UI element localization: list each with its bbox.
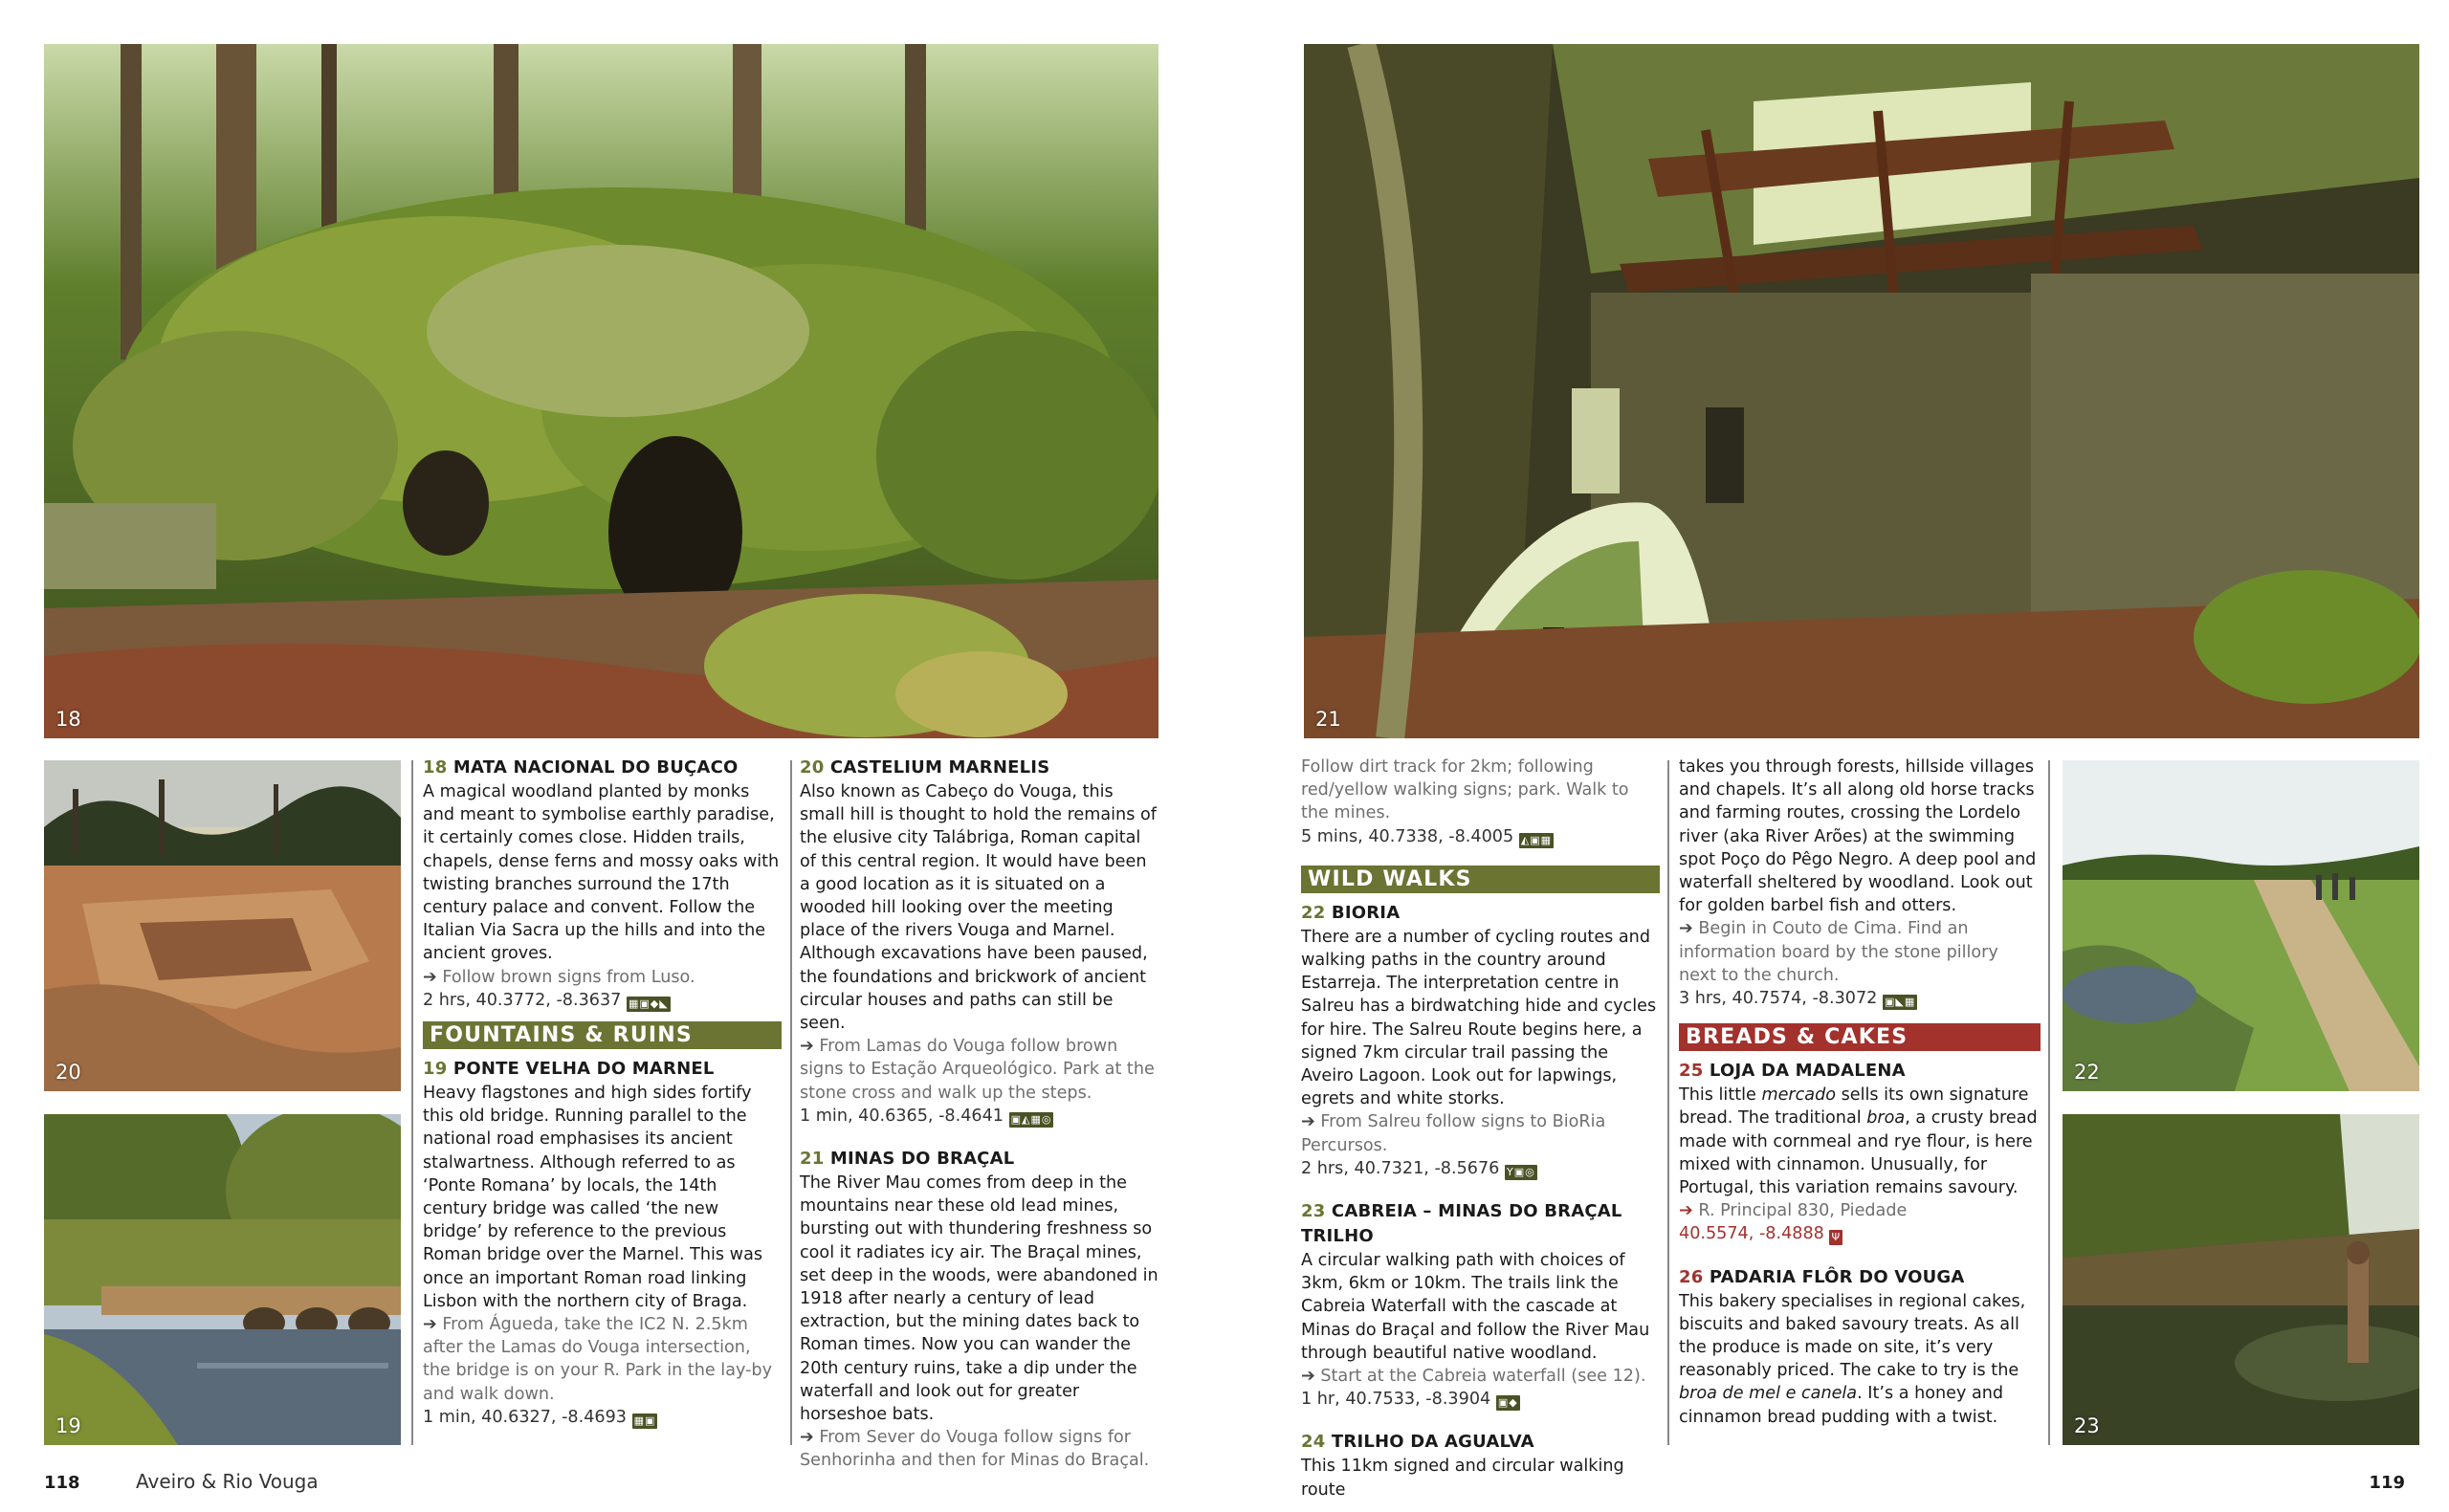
entry-body: This 11km signed and circular walking route: [1301, 1457, 1624, 1500]
text-column-3: [1301, 756, 1660, 1501]
amenity-icons: ▣◆: [1497, 1396, 1518, 1410]
entry-directions: Follow dirt track for 2km; following red/yellow walking signs; park. Walk to the mines.: [1301, 757, 1629, 823]
entry-directions: ➔ From Lamas do Vouga follow brown signs to Estação Arqueológico. Park at the stone cross and walk up the steps.: [800, 1037, 1155, 1103]
entry-gps: 5 mins, 40.7338, -8.4005 ◭▣▦: [1301, 826, 1553, 846]
photo-number: 21: [1315, 708, 1341, 731]
entry-gps: 1 hr, 40.7533, -8.3904 ▣◆: [1301, 1390, 1518, 1410]
photo-old-bridge: [44, 1114, 401, 1445]
photo-mine-ruins: [1304, 44, 2419, 738]
entry-title: 18 MATA NACIONAL DO BUÇACO: [423, 757, 739, 778]
amenity-icons: ▣◭▦◎: [1010, 1112, 1052, 1126]
section-banner: WILD WALKS: [1301, 866, 1660, 893]
photo-mossy-grotto: [44, 44, 1158, 738]
entry-gps: 2 hrs, 40.3772, -8.3637 ▦▣◆◣: [423, 990, 669, 1010]
entry-body: A circular walking path with choices of 3km, 6km or 10km. The trails link the Cabreia Waterfall with the cascade at Minas do Braçal and follow the River Mau through beautiful native woodland.: [1301, 1251, 1650, 1363]
amenity-icons: ▦▣◆◣: [628, 997, 669, 1010]
entry-directions: ➔ R. Principal 830, Piedade: [1679, 1201, 1908, 1221]
entry-directions: ➔ Follow brown signs from Luso.: [423, 967, 695, 987]
entry-directions: ➔ From Sever do Vouga follow signs for Senhorinha and then for Minas do Braçal.: [800, 1428, 1150, 1471]
entry-body: A magical woodland planted by monks and meant to symbolise earthly paradise, it certainly comes close. Hidden trails, chapels, dense ferns and mossy oaks with twisting branches surround the 17th century palace and convent. Follow the Italian Via Sacra up the hills and into the ancient groves.: [423, 782, 780, 964]
text-column-2: [800, 756, 1158, 1473]
photo-swimming-pool: [2063, 1114, 2419, 1445]
entry-title: 24 TRILHO DA AGUALVA: [1301, 1432, 1534, 1453]
photo-number: 18: [55, 708, 81, 731]
page-number-right: 119: [2369, 1473, 2405, 1493]
column-divider: [411, 760, 413, 1445]
column-divider: [2048, 760, 2050, 1445]
entry-directions: ➔ Begin in Couto de Cima. Find an information board by the stone pillory next to the church.: [1679, 919, 1998, 985]
section-banner: FOUNTAINS & RUINS: [423, 1021, 782, 1049]
entry-directions: ➔ Start at the Cabreia waterfall (see 12).: [1301, 1367, 1646, 1387]
entry-gps: 2 hrs, 40.7321, -8.5676 Y▣◎: [1301, 1158, 1535, 1178]
photo-number: 20: [55, 1061, 81, 1084]
amenity-icons: Y▣◎: [1506, 1165, 1535, 1178]
column-divider: [790, 760, 792, 1445]
entry-directions: ➔ From Águeda, take the IC2 N. 2.5km after the Lamas do Vouga intersection, the bridge is on your R. Park in the lay-by and walk down.: [423, 1315, 773, 1404]
column-divider: [1667, 760, 1669, 1445]
entry-gps: 40.5574, -8.4888 Ψ: [1679, 1224, 1842, 1244]
entry-body: takes you through forests, hillside villages and chapels. It’s all along old horse tracks and farming routes, crossing the Lordelo river (aka River Arões) at the swimming spot Poço do Pêgo Negro. A deep pool and waterfall sheltered by woodland. Look out for golden barbel fish and otters.: [1679, 757, 2037, 916]
amenity-icons: ▣◣▦: [1884, 996, 1916, 1009]
text-column-4: [1679, 756, 2041, 1429]
entry-title: 26 PADARIA FLÔR DO VOUGA: [1679, 1266, 1965, 1287]
photo-archaeological-site: [44, 760, 401, 1091]
entry-title: 21 MINAS DO BRAÇAL: [800, 1149, 1015, 1170]
photo-number: 22: [2074, 1061, 2100, 1084]
photo-number: 19: [55, 1414, 81, 1437]
entry-body: There are a number of cycling routes and walking paths in the country around Estarreja. The interpretation centre in Salreu has a birdwatching hide and cycles for hire. The Salreu Route begins here, a signed 7km circular trail passing the Aveiro Lagoon. Look out for lapwings, egrets and white storks.: [1301, 927, 1657, 1109]
photo-number: 23: [2074, 1414, 2100, 1437]
amenity-icons: ▦▣: [633, 1413, 656, 1427]
entry-directions: ➔ From Salreu follow signs to BioRia Percursos.: [1301, 1112, 1606, 1155]
photo-wetland-path: [2063, 760, 2419, 1091]
entry-gps: 1 min, 40.6327, -8.4693 ▦▣: [423, 1407, 656, 1427]
entry-body: This little mercado sells its own signature bread. The traditional broa, a crusty bread made with cornmeal and rye flour, is here mixed with cinnamon. Unusually, for Portugal, this variation remains savoury.: [1679, 1085, 2038, 1198]
amenity-icons: ◭▣▦: [1520, 833, 1553, 846]
page-number-left: 118: [44, 1473, 80, 1493]
text-column-1: [423, 756, 782, 1429]
entry-title: 22 BIORIA: [1301, 902, 1401, 923]
restaurant-icon: Ψ: [1831, 1231, 1842, 1244]
entry-body: The River Mau comes from deep in the mountains near these old lead mines, bursting out with thundering freshness so cool it radiates icy air. The Braçal mines, set deep in the woods, were abandoned in 1918 after nearly a century of lead extraction, but the mining dates back to Roman times. Now you can wander the 20th century ruins, take a dip under the waterfall and look out for greater horseshoe bats.: [800, 1173, 1158, 1425]
running-title: Aveiro & Rio Vouga: [136, 1470, 319, 1493]
section-banner: BREADS & CAKES: [1679, 1023, 2041, 1051]
entry-title: 20 CASTELIUM MARNELIS: [800, 757, 1050, 778]
entry-gps: 1 min, 40.6365, -8.4641 ▣◭▦◎: [800, 1106, 1052, 1126]
entry-body: Also known as Cabeço do Vouga, this small hill is thought to hold the remains of the elusive city Talábriga, Roman capital of this central region. It would have been a good location as it is situated on a wooded hill looking over the meeting place of the rivers Vouga and Marnel. Although excavations have been paused, the foundations and brickwork of ancient circular houses and paths can still be seen.: [800, 782, 1157, 1034]
entry-body: This bakery specialises in regional cakes, biscuits and baked savoury treats. As all the produce is made on site, it’s very reasonably priced. The cake to try is the broa de mel e canela. It’s a honey and cinnamon bread pudding with a twist.: [1679, 1291, 2026, 1427]
entry-title: 25 LOJA DA MADALENA: [1679, 1061, 1906, 1082]
entry-gps: 3 hrs, 40.7574, -8.3072 ▣◣▦: [1679, 989, 1916, 1009]
entry-title: 23 CABREIA – MINAS DO BRAÇAL TRILHO: [1301, 1201, 1622, 1247]
entry-body: Heavy flagstones and high sides fortify this old bridge. Running parallel to the national road emphasises its ancient stalwartness. Although referred to as ‘Ponte Romana’ by locals, the 14th century bridge was called ‘the new bridge’ by reference to the previous Roman bridge over the Marnel. This was once an important Roman road linking Lisbon with the northern city of Braga.: [423, 1084, 763, 1311]
entry-title: 19 PONTE VELHA DO MARNEL: [423, 1059, 715, 1080]
